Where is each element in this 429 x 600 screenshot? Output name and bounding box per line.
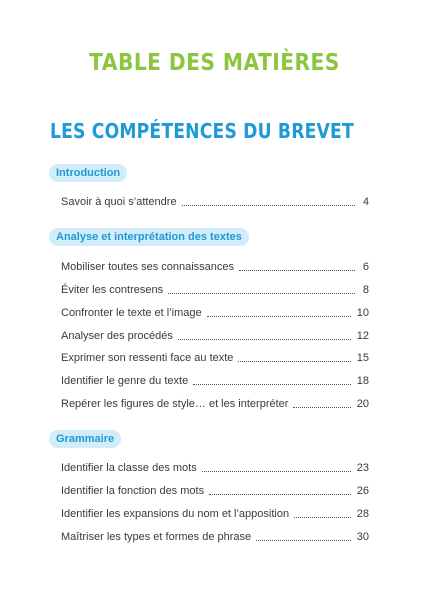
- toc-entry-label: Analyser des procédés: [61, 330, 173, 342]
- toc-entry-label: Savoir à quoi s’attendre: [61, 196, 177, 208]
- toc-entry-page: 23: [356, 462, 369, 474]
- toc-entry-label: Mobiliser toutes ses connaissances: [61, 261, 235, 273]
- dot-leader: [256, 539, 351, 541]
- toc-entry[interactable]: [61, 349, 369, 365]
- toc-entry-page: 12: [356, 330, 369, 342]
- toc-entry[interactable]: [61, 459, 369, 475]
- toc-entry[interactable]: [61, 528, 369, 544]
- dot-leader: [193, 383, 351, 385]
- page-title: TABLE DES MATIÈRES: [89, 50, 340, 76]
- toc-entry-page: 15: [356, 352, 369, 364]
- section-pill-analyse: Analyse et interprétation des textes: [49, 228, 249, 246]
- toc-entry[interactable]: [61, 304, 369, 320]
- toc-entry-page: 10: [356, 307, 369, 319]
- toc-entry-page: 4: [362, 196, 369, 208]
- toc-entry[interactable]: [61, 505, 369, 521]
- toc-entry[interactable]: [61, 372, 369, 388]
- toc-entry-page: 8: [362, 284, 369, 296]
- toc-entry-label: Identifier le genre du texte: [61, 375, 189, 387]
- dot-leader: [239, 269, 355, 271]
- dot-leader: [178, 338, 351, 340]
- toc-entry-label: Identifier la classe des mots: [61, 462, 197, 474]
- dot-leader: [293, 406, 350, 408]
- dot-leader: [202, 470, 351, 472]
- section-pill-grammaire: Grammaire: [49, 430, 121, 448]
- toc-entry[interactable]: [61, 327, 369, 343]
- dot-leader: [207, 315, 351, 317]
- toc-entry[interactable]: [61, 258, 369, 274]
- toc-entry[interactable]: [61, 482, 369, 498]
- toc-entry-label: Identifier la fonction des mots: [61, 485, 205, 497]
- toc-entry-page: 20: [356, 398, 369, 410]
- toc-entry-label: Éviter les contresens: [61, 284, 164, 296]
- toc-entry-page: 30: [356, 531, 369, 543]
- dot-leader: [182, 204, 355, 206]
- toc-entry[interactable]: [61, 281, 369, 297]
- dot-leader: [294, 516, 351, 518]
- section-pill-introduction: Introduction: [49, 164, 127, 182]
- toc-entry-label: Repérer les figures de style… et les interpréter: [61, 398, 289, 410]
- dot-leader: [238, 360, 350, 362]
- section-heading: LES COMPÉTENCES DU BREVET: [50, 119, 354, 143]
- dot-leader: [168, 292, 355, 294]
- toc-entry-page: 18: [356, 375, 369, 387]
- toc-entry[interactable]: [61, 395, 369, 411]
- toc-entry-page: 6: [362, 261, 369, 273]
- toc-entry-label: Identifier les expansions du nom et l’apposition: [61, 508, 290, 520]
- toc-entry-label: Maîtriser les types et formes de phrase: [61, 531, 252, 543]
- toc-entry[interactable]: [61, 193, 369, 209]
- toc-entry-label: Confronter le texte et l’image: [61, 307, 202, 319]
- dot-leader: [209, 493, 351, 495]
- toc-entry-label: Exprimer son ressenti face au texte: [61, 352, 234, 364]
- toc-entry-page: 26: [356, 485, 369, 497]
- toc-entry-page: 28: [356, 508, 369, 520]
